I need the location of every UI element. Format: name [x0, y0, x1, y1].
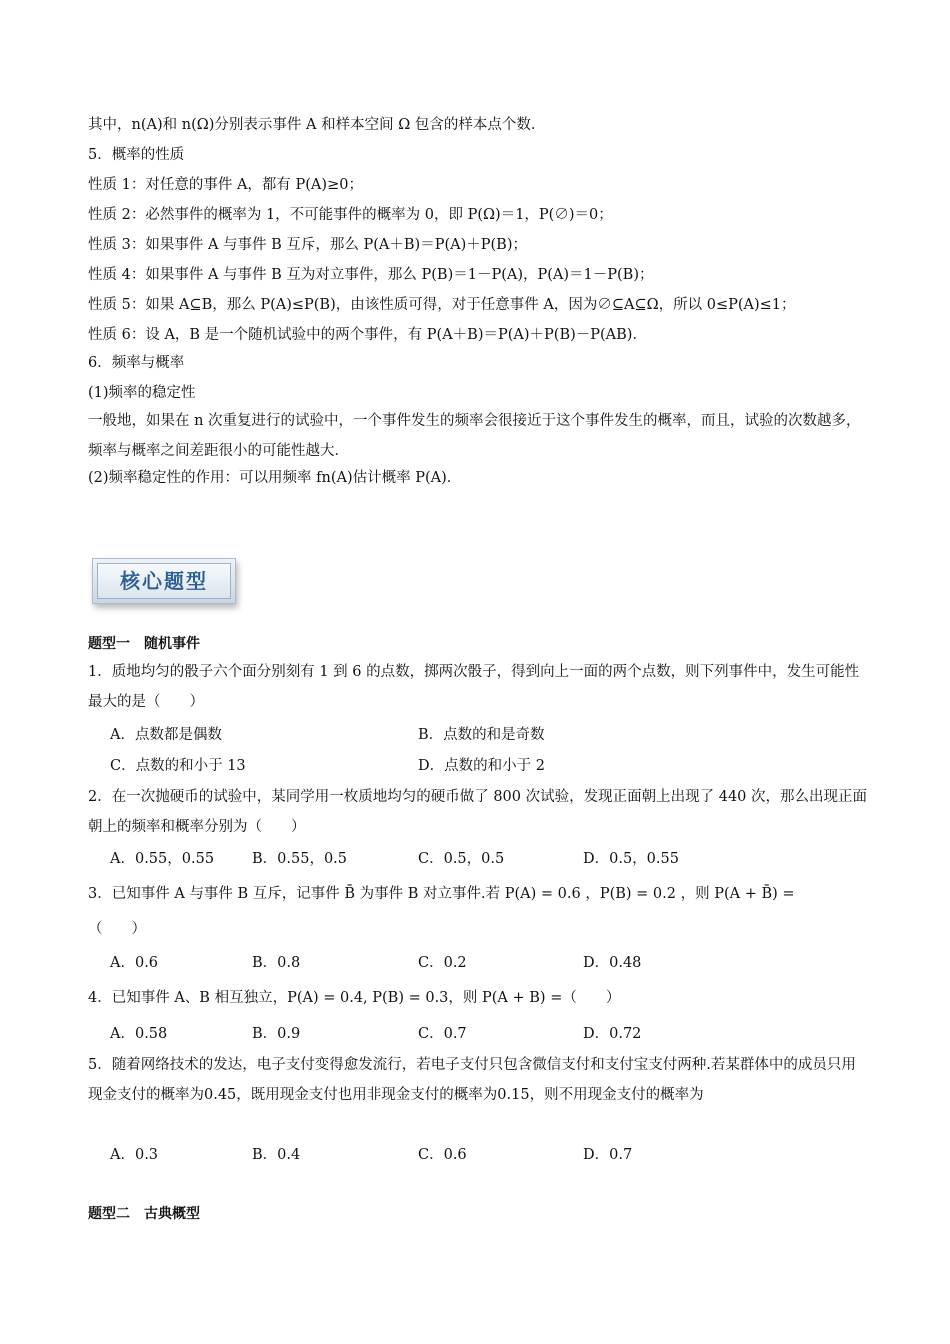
property-5: 性质 5：如果 A⊆B，那么 P(A)≤P(B)，由该性质可得，对于任意事件 A，因为∅⊆A⊆Ω，所以 0≤P(A)≤1； — [88, 297, 796, 313]
q4-option-a[interactable]: A．0.58 — [110, 1026, 168, 1042]
q5-option-b[interactable]: B．0.4 — [252, 1147, 301, 1163]
question-3-paren: （ ） — [88, 921, 146, 937]
q1-option-c[interactable]: C．点数的和小于 13 — [110, 758, 246, 774]
q3-option-b[interactable]: B．0.8 — [252, 955, 301, 971]
question-5-stem: 5．随着网络技术的发达，电子支付变得愈发流行，若电子支付只包含微信支付和支付宝支付两种.若某群体中的成员只用现金支付的概率为0.45，既用现金支付也用非现金支付的概率为0.15，则不用现金支付的概率为 — [88, 1057, 856, 1103]
q4-option-c[interactable]: C．0.7 — [418, 1026, 467, 1042]
para-freq-stability: 一般地，如果在 n 次重复进行的试验中，一个事件发生的频率会很接近于这个事件发生的概率，而且，试验的次数越多，频率与概率之间差距很小的可能性越大． — [88, 413, 861, 459]
question-1-stem: 1．质地均匀的骰子六个面分别刻有 1 到 6 的点数，掷两次骰子，得到向上一面的两个点数，则下列事件中，发生可能性最大的是（ ） — [88, 664, 860, 710]
q3-option-c[interactable]: C．0.2 — [418, 955, 467, 971]
q3-option-d[interactable]: D．0.48 — [583, 955, 642, 971]
property-2: 性质 2：必然事件的概率为 1，不可能事件的概率为 0，即 P(Ω)＝1，P(∅)＝0； — [88, 207, 613, 223]
q5-option-a[interactable]: A．0.3 — [110, 1147, 159, 1163]
section-heading-random-events: 题型一 随机事件 — [88, 636, 200, 652]
question-3-stem: 3．已知事件 A 与事件 B 互斥，记事件 B̄ 为事件 B 对立事件.若 P(A) = 0.6 ，P(B) = 0.2 ，则 P(A + B̄) = — [88, 886, 795, 902]
q4-option-b[interactable]: B．0.9 — [252, 1026, 301, 1042]
property-6: 性质 6：设 A，B 是一个随机试验中的两个事件，有 P(A＋B)＝P(A)＋P(B)－P(AB)． — [88, 327, 647, 343]
banner-label: 核心题型 — [97, 563, 231, 599]
property-3: 性质 3：如果事件 A 与事件 B 互斥，那么 P(A＋B)＝P(A)＋P(B)； — [88, 237, 527, 253]
q4-option-d[interactable]: D．0.72 — [583, 1026, 642, 1042]
q5-option-d[interactable]: D．0.7 — [583, 1147, 633, 1163]
q2-option-c[interactable]: C．0.5，0.5 — [418, 851, 505, 867]
property-4: 性质 4：如果事件 A 与事件 B 互为对立事件，那么 P(B)＝1－P(A)，P(A)＝1－P(B)； — [88, 267, 654, 283]
line-sample-space: 其中，n(A)和 n(Ω)分别表示事件 A 和样本空间 Ω 包含的样本点个数． — [88, 117, 546, 133]
q3-option-a[interactable]: A．0.6 — [110, 955, 159, 971]
section-heading-classical-probability: 题型二 古典概型 — [88, 1206, 200, 1222]
heading-prob-properties: 5．概率的性质 — [88, 147, 185, 163]
question-4-stem: 4．已知事件 A、B 相互独立，P(A) = 0.4, P(B) = 0.3，则 P(A + B) =（ ） — [88, 990, 621, 1006]
heading-freq-prob: 6．频率与概率 — [88, 355, 185, 371]
property-1: 性质 1：对任意的事件 A，都有 P(A)≥0； — [88, 177, 363, 193]
q1-option-a[interactable]: A．点数都是偶数 — [110, 727, 222, 743]
q2-option-b[interactable]: B．0.55，0.5 — [252, 851, 348, 867]
q1-option-b[interactable]: B．点数的和是奇数 — [418, 727, 545, 743]
question-2-stem: 2．在一次抛硬币的试验中，某同学用一枚质地均匀的硬币做了 800 次试验，发现正面朝上出现了 440 次，那么出现正面朝上的频率和概率分别为（ ） — [88, 789, 868, 835]
q5-option-c[interactable]: C．0.6 — [418, 1147, 467, 1163]
q2-option-a[interactable]: A．0.55，0.55 — [110, 851, 215, 867]
freq-stability-use: (2)频率稳定性的作用：可以用频率 fn(A)估计概率 P(A)． — [88, 470, 462, 486]
heading-freq-stability: (1)频率的稳定性 — [88, 385, 196, 401]
q2-option-d[interactable]: D．0.5，0.55 — [583, 851, 679, 867]
core-question-banner — [92, 558, 236, 604]
q1-option-d[interactable]: D．点数的和小于 2 — [418, 758, 545, 774]
